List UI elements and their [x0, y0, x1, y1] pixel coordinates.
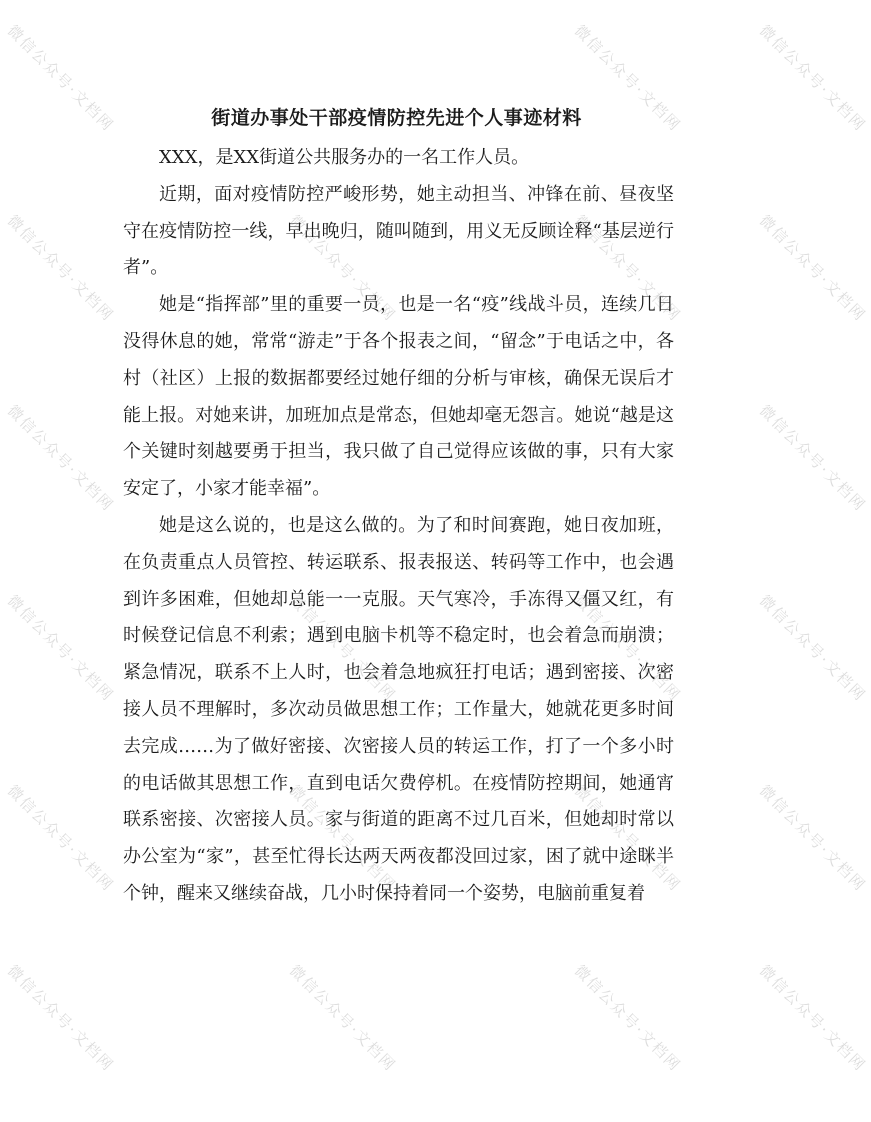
watermark: 微信公众号·文档网 — [755, 781, 870, 896]
watermark: 微信公众号·文档网 — [755, 21, 870, 136]
watermark: 微信公众号·文档网 — [755, 401, 870, 516]
paragraph: 近期，面对疫情防控严峻形势，她主动担当、冲锋在前、昼夜坚守在疫情防控一线，早出晚归，随叫随到，用义无反顾诠释“基层逆行者”。 — [123, 183, 674, 279]
watermark: 微信公众号·文档网 — [285, 961, 400, 1076]
watermark: 微信公众号·文档网 — [755, 961, 870, 1076]
document-body — [123, 140, 674, 913]
watermark: 微信公众号·文档网 — [570, 591, 685, 706]
paragraph: XXX，是XX街道公共服务办的一名工作人员。 — [159, 147, 530, 168]
watermark: 微信公众号·文档网 — [285, 781, 400, 896]
watermark: 微信公众号·文档网 — [3, 961, 118, 1076]
watermark: 微信公众号·文档网 — [570, 21, 685, 136]
watermark: 微信公众号·文档网 — [755, 211, 870, 326]
paragraph: 她是这么说的，也是这么做的。为了和时间赛跑，她日夜加班，在负责重点人员管控、转运联系、报表报送、转码等工作中，也会遇到许多困难，但她却总能一一克服。天气寒冷，手冻得又僵又红，有时候登记信息不利索；遇到电脑卡机等不稳定时，也会着急而崩溃；紧急情况，联系不上人时，也会着急地疯狂打电话；遇到密接、次密接人员不理解时，多次动员做思想工作；工作量大，她就花更多时间去完成……为了做好密接、次密接人员的转运工作，打了一个多小时的电话做其思想工作，直到电话欠费停机。在疫情防控期间，她通宵联系密接、次密接人员。家与街道的距离不过几百米，但她却时常以办公室为“家”，甚至忙得长达两天两夜都没回过家，困了就中途眯半个钟，醒来又继续奋战，几小时保持着同一个姿势，电脑前重复着 — [123, 514, 674, 904]
watermark: 微信公众号·文档网 — [755, 591, 870, 706]
watermark: 微信公众号·文档网 — [570, 211, 685, 326]
watermark: 微信公众号·文档网 — [3, 781, 118, 896]
watermark: 微信公众号·文档网 — [285, 211, 400, 326]
document-title: 街道办事处干部疫情防控先进个人事迹材料 — [211, 107, 582, 129]
watermark: 微信公众号·文档网 — [570, 781, 685, 896]
paragraph: 她是“指挥部”里的重要一员，也是一名“疫”线战斗员，连续几日没得休息的她，常常“游走”于各个报表之间，“留念”于电话之中，各村（社区）上报的数据都要经过她仔细的分析与审核，确保无误后才能上报。对她来讲，加班加点是常态，但她却毫无怨言。她说“越是这个关键时刻越要勇于担当，我只做了自己觉得应该做的事，只有大家安定了，小家才能幸福”。 — [123, 294, 674, 500]
watermark: 微信公众号·文档网 — [3, 591, 118, 706]
watermark: 微信公众号·文档网 — [570, 961, 685, 1076]
watermark: 微信公众号·文档网 — [285, 591, 400, 706]
watermark: 微信公众号·文档网 — [3, 21, 118, 136]
watermark: 微信公众号·文档网 — [3, 211, 118, 326]
watermark: 微信公众号·文档网 — [3, 401, 118, 516]
